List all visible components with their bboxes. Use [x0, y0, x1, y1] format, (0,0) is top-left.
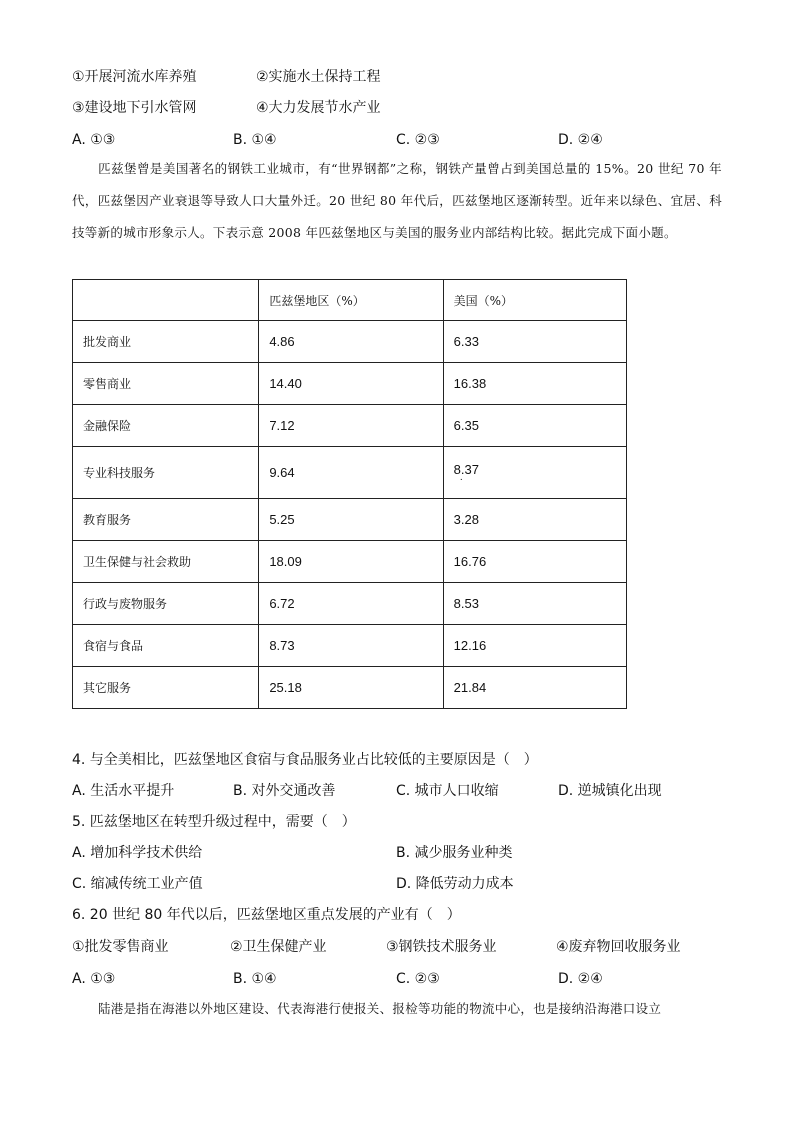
q6-choice-d: D. ②④	[558, 971, 603, 987]
question-6-stem: 6. 20 世纪 80 年代以后，匹兹堡地区重点发展的产业有（ ）	[72, 907, 461, 923]
q6-item-4: ④废弃物回收服务业	[556, 939, 681, 955]
q5-option-b: B. 减少服务业种类	[396, 845, 513, 861]
row-label: 食宿与食品	[73, 625, 259, 667]
table-row	[73, 405, 627, 447]
row-label: 金融保险	[73, 405, 259, 447]
q4-option-d: D. 逆城镇化出现	[558, 783, 662, 799]
row-label: 教育服务	[73, 499, 259, 541]
question-4-stem: 4. 与全美相比，匹兹堡地区食宿与食品服务业占比较低的主要原因是（ ）	[72, 752, 538, 768]
passage2-text: 陆港是指在海港以外地区建设、代表海港行使报关、报检等功能的物流中心，也是接纳沿海港口设立	[98, 1001, 662, 1016]
passage-dry-port	[72, 993, 722, 1025]
usa-value-cell	[443, 447, 626, 499]
pittsburgh-value: 6.72	[259, 583, 443, 625]
table-header-pittsburgh: 匹兹堡地区（%）	[259, 280, 443, 321]
pittsburgh-value: 14.40	[259, 363, 443, 405]
table-row	[73, 583, 627, 625]
usa-value: 3.28	[443, 499, 626, 541]
row-label: 专业科技服务	[73, 447, 259, 499]
table-row	[73, 321, 627, 363]
choice-b: B. ①④	[233, 132, 277, 148]
table-row	[73, 447, 627, 499]
row-label: 批发商业	[73, 321, 259, 363]
usa-value: 8.37	[453, 462, 479, 477]
row-label: 零售商业	[73, 363, 259, 405]
q6-choice-b: B. ①④	[233, 971, 277, 987]
option-item-4: ④大力发展节水产业	[256, 100, 381, 116]
table-row	[73, 667, 627, 709]
pittsburgh-value: 9.64	[259, 447, 443, 499]
service-structure-table	[72, 279, 627, 709]
table-header-usa: 美国（%）	[443, 280, 626, 321]
table-row	[73, 541, 627, 583]
option-item-1: ①开展河流水库养殖	[72, 69, 197, 85]
pittsburgh-value: 18.09	[259, 541, 443, 583]
q6-item-1: ①批发零售商业	[72, 939, 169, 955]
table-row	[73, 363, 627, 405]
table-header-row	[73, 280, 627, 321]
option-item-2: ②实施水土保持工程	[256, 69, 381, 85]
row-label: 行政与废物服务	[73, 583, 259, 625]
row-label: 其它服务	[73, 667, 259, 709]
table-row	[73, 625, 627, 667]
q6-choice-a: A. ①③	[72, 971, 116, 987]
passage-text: 匹兹堡曾是美国著名的钢铁工业城市，有“世界钢都”之称，钢铁产量曾占到美国总量的 15%。20 世纪 70 年代，匹兹堡因产业衰退等导致人口大量外迁。20 世纪 80 年代后，匹兹堡地区逐渐转型。近年来以绿色、宜居、科技等新的城市形象示人。下表示意 2008 年匹兹堡地区与美国的服务业内部结构比较。据此完成下面小题。	[72, 161, 722, 240]
q6-item-2: ②卫生保健产业	[230, 939, 327, 955]
stray-dot: ·	[459, 474, 463, 485]
usa-value: 16.38	[443, 363, 626, 405]
usa-value: 16.76	[443, 541, 626, 583]
question-5-stem: 5. 匹兹堡地区在转型升级过程中，需要（ ）	[72, 814, 356, 830]
passage-pittsburgh	[72, 153, 722, 249]
option-item-3: ③建设地下引水管网	[72, 100, 197, 116]
q4-option-c: C. 城市人口收缩	[396, 783, 499, 799]
q6-choice-c: C. ②③	[396, 971, 440, 987]
pittsburgh-value: 5.25	[259, 499, 443, 541]
choice-c: C. ②③	[396, 132, 440, 148]
choice-a: A. ①③	[72, 132, 116, 148]
usa-value: 21.84	[443, 667, 626, 709]
usa-value: 6.33	[443, 321, 626, 363]
choice-d: D. ②④	[558, 132, 603, 148]
pittsburgh-value: 7.12	[259, 405, 443, 447]
usa-value: 8.53	[443, 583, 626, 625]
q4-option-b: B. 对外交通改善	[233, 783, 336, 799]
pittsburgh-value: 4.86	[259, 321, 443, 363]
q6-item-3: ③钢铁技术服务业	[386, 939, 497, 955]
row-label: 卫生保健与社会救助	[73, 541, 259, 583]
q4-option-a: A. 生活水平提升	[72, 783, 175, 799]
q5-option-d: D. 降低劳动力成本	[396, 876, 514, 892]
table-row	[73, 499, 627, 541]
pittsburgh-value: 25.18	[259, 667, 443, 709]
q5-option-c: C. 缩减传统工业产值	[72, 876, 203, 892]
usa-value: 6.35	[443, 405, 626, 447]
table-header-blank	[73, 280, 259, 321]
pittsburgh-value: 8.73	[259, 625, 443, 667]
q5-option-a: A. 增加科学技术供给	[72, 845, 203, 861]
usa-value: 12.16	[443, 625, 626, 667]
